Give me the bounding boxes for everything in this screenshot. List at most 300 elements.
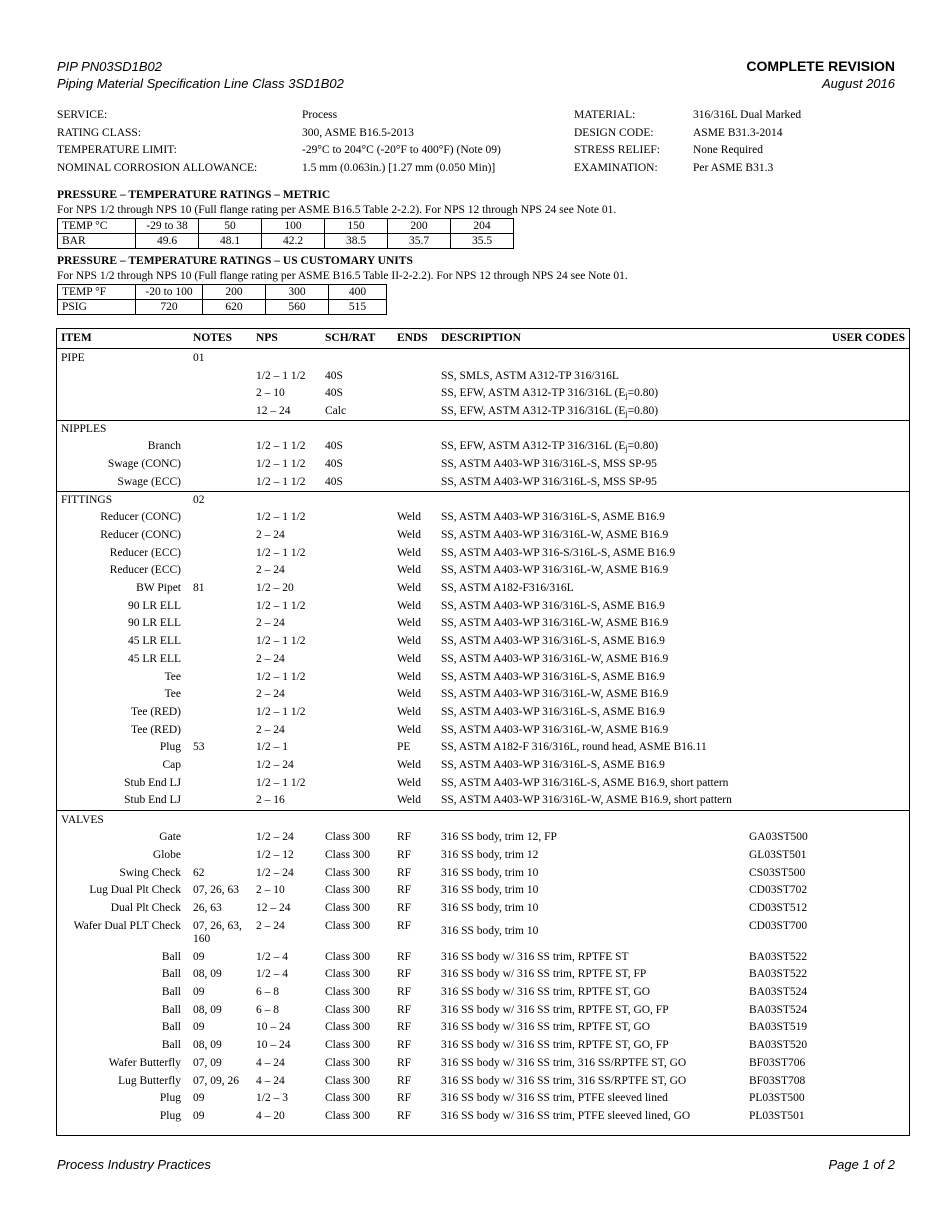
table-row — [57, 474, 909, 492]
item-notes — [193, 741, 205, 754]
us-ratings-table — [57, 284, 387, 315]
description-text: SS, ASTM A403-WP 316/316L-S, ASME B16.9 — [441, 635, 665, 648]
item-name: 45 LR ELL — [127, 635, 181, 648]
group-label: VALVES — [61, 813, 104, 826]
item-ends: RF — [397, 1109, 412, 1122]
metric-pressure-cell: 48.1 — [199, 234, 262, 249]
item-user-code: BA03ST520 — [749, 1039, 808, 1052]
design-code-label: DESIGN CODE: — [574, 126, 654, 139]
item-nps: 2 – 10 — [256, 884, 285, 897]
fittings-group — [57, 492, 909, 811]
item-ends: RF — [397, 831, 412, 844]
description-text: 316 SS body w/ 316 SS trim, RPTFE ST — [441, 950, 629, 963]
description-text: 316 SS body w/ 316 SS trim, RPTFE ST, GO, FP — [441, 1003, 669, 1016]
item-ends: Weld — [397, 564, 421, 577]
description-text: SS, ASTM A403-WP 316/316L-S, ASME B16.9 — [441, 599, 665, 612]
item-description — [441, 949, 629, 967]
item-sch-rat: Class 300 — [325, 950, 371, 963]
item-nps: 10 – 24 — [256, 1039, 291, 1052]
item-nps: 2 – 24 — [256, 617, 285, 630]
item-name: Gate — [159, 831, 181, 844]
item-nps: 1/2 – 4 — [256, 950, 288, 963]
item-user-code: CD03ST512 — [749, 902, 808, 914]
description-text: SS, ASTM A403-WP 316/316L-W, ASME B16.9, short pattern — [441, 794, 732, 807]
table-row — [57, 438, 909, 456]
us-temp-cell: 300 — [266, 285, 329, 300]
item-description — [441, 598, 665, 616]
item-user-code: BA03ST519 — [749, 1021, 808, 1034]
item-ends: RF — [397, 1092, 412, 1105]
item-notes — [193, 1021, 205, 1034]
item-nps: 4 – 24 — [256, 1074, 285, 1087]
description-text: SS, ASTM A403-WP 316/316L-S, MSS SP-95 — [441, 475, 657, 488]
item-sch-rat: Class 300 — [325, 902, 371, 914]
item-name: 90 LR ELL — [127, 617, 181, 630]
description-text: 316 SS body, trim 12 — [441, 848, 539, 861]
item-name: Reducer (CONC) — [100, 528, 181, 541]
item-sch-rat: 40S — [325, 369, 343, 382]
description-text: SS, ASTM A403-WP 316/316L-S, MSS SP-95 — [441, 457, 657, 470]
item-notes — [193, 968, 222, 981]
item-name: BW Pipet — [136, 582, 181, 594]
item-nps: 1/2 – 20 — [256, 582, 294, 594]
item-user-code: PL03ST501 — [749, 1109, 805, 1122]
metric-pressure-cell: 49.6 — [136, 234, 199, 249]
item-ends: Weld — [397, 635, 421, 648]
item-name: 90 LR ELL — [127, 599, 181, 612]
group-header-row — [57, 492, 909, 510]
metric-temp-cell: 204 — [451, 219, 514, 234]
item-ends: RF — [397, 866, 412, 879]
item-description — [441, 1037, 669, 1055]
table-row — [57, 704, 909, 722]
item-user-code: CD03ST700 — [749, 919, 808, 932]
item-sch-rat: Class 300 — [325, 1039, 371, 1052]
item-name: Wafer Butterfly — [108, 1056, 181, 1069]
item-description — [441, 580, 574, 598]
item-ends: RF — [397, 986, 412, 999]
description-text: SS, ASTM A403-WP 316/316L-S, ASME B16.9 — [441, 759, 665, 771]
item-description — [441, 1108, 690, 1126]
item-ends: PE — [397, 741, 411, 754]
item-description — [441, 527, 668, 545]
rating-label: RATING CLASS: — [57, 126, 142, 139]
description-text: 316 SS body, trim 10 — [441, 866, 539, 879]
table-row — [57, 651, 909, 669]
table-row — [57, 385, 909, 403]
table-row — [57, 456, 909, 474]
item-description — [441, 456, 657, 474]
item-notes — [193, 986, 205, 999]
header-ends: ENDS — [397, 332, 428, 344]
description-text: 316 SS body, trim 12, FP — [441, 831, 557, 844]
item-name: Stub End LJ — [124, 794, 181, 807]
table-row — [57, 865, 909, 883]
item-nps: 1/2 – 1 1/2 — [256, 599, 306, 612]
notes-line: 07, 26, 63 — [193, 884, 239, 897]
item-nps: 2 – 24 — [256, 652, 285, 665]
us-pressure-label: PSIG — [58, 300, 136, 315]
item-ends: Weld — [397, 599, 421, 612]
metric-ratings-table — [57, 218, 514, 249]
item-sch-rat: 40S — [325, 387, 343, 400]
item-description — [441, 757, 665, 775]
notes-line: 08, 09 — [193, 1039, 222, 1052]
info-row — [57, 125, 909, 143]
header-sch-rat: SCH/RAT — [325, 332, 376, 344]
item-notes — [193, 1057, 222, 1070]
item-nps: 1/2 – 1 1/2 — [256, 457, 306, 470]
us-pressure-cell: 620 — [203, 300, 266, 315]
item-nps: 2 – 24 — [256, 564, 285, 577]
document-header-left — [57, 58, 344, 92]
description-text: 316 SS body w/ 316 SS trim, 316 SS/RPTFE ST, GO — [441, 1074, 687, 1087]
item-nps: 10 – 24 — [256, 1021, 291, 1034]
item-ends: Weld — [397, 511, 421, 524]
item-description — [441, 984, 650, 1002]
metric-temp-cell: 50 — [199, 219, 262, 234]
item-ends: Weld — [397, 582, 421, 594]
description-text: SS, ASTM A182-F 316/316L, round head, ASME B16.11 — [441, 741, 707, 754]
table-row — [57, 775, 909, 793]
group-label: PIPE — [61, 352, 85, 364]
item-sch-rat: Class 300 — [325, 1021, 371, 1034]
item-name: Tee (RED) — [131, 723, 181, 736]
notes-line: 09 — [193, 950, 205, 963]
table-row — [57, 509, 909, 527]
metric-pressure-cell: 38.5 — [325, 234, 388, 249]
item-notes — [193, 1092, 205, 1105]
item-notes — [193, 920, 242, 946]
info-row — [57, 160, 909, 178]
table-row — [57, 739, 909, 757]
item-user-code: GA03ST500 — [749, 831, 808, 844]
item-ends: Weld — [397, 546, 421, 559]
table-row — [57, 686, 909, 704]
description-text: SS, ASTM A403-WP 316/316L-W, ASME B16.9 — [441, 652, 669, 665]
description-text: SS, SMLS, ASTM A312-TP 316/316L — [441, 369, 619, 382]
group-header-row — [57, 812, 909, 830]
table-row — [57, 1002, 909, 1020]
item-description — [441, 1090, 668, 1108]
doc-title: Piping Material Specification Line Class 3SD1B02 — [57, 76, 344, 91]
item-nps: 12 – 24 — [256, 405, 291, 418]
pipe-group — [57, 350, 909, 421]
us-temp-label: TEMP °F — [58, 285, 136, 300]
item-notes — [193, 951, 205, 964]
description-text: 316 SS body w/ 316 SS trim, RPTFE ST, FP — [441, 968, 647, 981]
item-name: Ball — [161, 1039, 181, 1052]
item-nps: 1/2 – 1 1/2 — [256, 635, 306, 648]
item-ends: RF — [397, 1056, 412, 1069]
item-description — [441, 669, 665, 687]
item-name: Cap — [162, 759, 181, 771]
material-label: MATERIAL: — [574, 109, 636, 121]
notes-line: 09 — [193, 1109, 205, 1122]
description-text: SS, ASTM A403-WP 316/316L-W, ASME B16.9 — [441, 528, 669, 541]
material-spec-table — [56, 328, 910, 1136]
table-row — [57, 792, 909, 810]
header-user-codes: USER CODES — [831, 332, 905, 344]
metric-pressure-cell: 42.2 — [262, 234, 325, 249]
item-description — [441, 509, 665, 527]
us-pressure-cell: 560 — [266, 300, 329, 315]
item-user-code: BA03ST524 — [749, 986, 808, 999]
notes-line: 53 — [193, 741, 205, 754]
table-row — [57, 368, 909, 386]
stress-relief-value: None Required — [693, 144, 763, 156]
item-name: Lug Butterfly — [118, 1074, 181, 1087]
stress-relief-label: STRESS RELIEF: — [574, 144, 660, 156]
examination-value: Per ASME B31.3 — [693, 161, 774, 174]
description-text: 316 SS body w/ 316 SS trim, PTFE sleeved lined, GO — [441, 1109, 691, 1122]
item-nps: 1/2 – 1 1/2 — [256, 369, 306, 382]
item-ends: RF — [397, 1039, 412, 1052]
item-description — [441, 686, 668, 704]
item-description — [441, 882, 538, 900]
item-nps: 1/2 – 1 1/2 — [256, 475, 306, 488]
description-text: 316 SS body w/ 316 SS trim, RPTFE ST, GO — [441, 986, 651, 999]
item-sch-rat: Class 300 — [325, 1092, 371, 1105]
corrosion-value: 1.5 mm (0.063in.) [1.27 mm (0.050 Min)] — [302, 161, 496, 174]
us-ratings-note: For NPS 1/2 through NPS 10 (Full flange rating per ASME B16.5 Table II-2-2.2). For NPS 12 through NPS 24 see Note 01. — [57, 270, 628, 282]
table-row — [57, 1108, 909, 1126]
us-pressure-cell: 720 — [136, 300, 203, 315]
group-header-row — [57, 350, 909, 368]
item-description — [441, 775, 728, 793]
table-row — [57, 1037, 909, 1055]
item-nps: 1/2 – 3 — [256, 1092, 288, 1105]
table-row — [57, 918, 909, 949]
item-notes — [193, 1075, 239, 1088]
metric-ratings-title: PRESSURE – TEMPERATURE RATINGS – METRIC — [57, 189, 331, 201]
description-text-suffix: =0.80) — [627, 387, 659, 400]
us-ratings-title: PRESSURE – TEMPERATURE RATINGS – US CUSTOMARY UNITS — [57, 255, 413, 267]
item-name: Lug Dual Plt Check — [89, 884, 181, 897]
item-name: Swage (ECC) — [117, 475, 181, 488]
item-name: Wafer Dual PLT Check — [73, 919, 181, 932]
group-note: 01 — [193, 352, 205, 364]
item-description — [441, 865, 538, 883]
metric-temp-label: TEMP °C — [58, 219, 136, 234]
table-row — [57, 966, 909, 984]
item-nps: 1/2 – 1 1/2 — [256, 440, 306, 453]
notes-line: 09 — [193, 1021, 205, 1034]
item-description — [441, 1019, 650, 1037]
item-sch-rat: Class 300 — [325, 884, 371, 897]
group-label: NIPPLES — [61, 422, 107, 435]
item-ends: RF — [397, 919, 412, 932]
item-notes — [193, 582, 205, 595]
notes-line: 160 — [193, 932, 211, 945]
valves-group — [57, 812, 909, 1127]
item-name: Reducer (CONC) — [100, 511, 181, 524]
subscript-j: j — [625, 409, 628, 419]
item-sch-rat: Class 300 — [325, 968, 371, 981]
notes-line: 07, 09, 26 — [193, 1074, 239, 1087]
item-ends: Weld — [397, 794, 421, 807]
item-user-code: BF03ST706 — [749, 1056, 806, 1069]
item-description — [441, 615, 668, 633]
item-name: Ball — [161, 968, 181, 981]
item-nps: 6 – 8 — [256, 1003, 279, 1016]
metric-temp-cell: 150 — [325, 219, 388, 234]
service-label: SERVICE: — [57, 109, 108, 121]
description-text: SS, ASTM A403-WP 316/316L-W, ASME B16.9 — [441, 723, 669, 736]
material-value: 316/316L Dual Marked — [693, 109, 802, 121]
item-nps: 1/2 – 1 1/2 — [256, 705, 306, 718]
description-text: 316 SS body, trim 10 — [441, 884, 539, 897]
item-sch-rat: Class 300 — [325, 866, 371, 879]
item-notes — [193, 1110, 205, 1123]
item-name: Globe — [152, 848, 181, 861]
item-nps: 2 – 24 — [256, 919, 285, 932]
header-description: DESCRIPTION — [441, 332, 521, 344]
item-sch-rat: Class 300 — [325, 1109, 371, 1122]
item-ends: RF — [397, 950, 412, 963]
header-item: ITEM — [61, 332, 92, 344]
item-description — [441, 1002, 669, 1020]
item-nps: 1/2 – 12 — [256, 848, 294, 861]
item-notes — [193, 884, 239, 897]
item-name: Tee (RED) — [131, 705, 181, 718]
item-description — [441, 651, 668, 669]
item-nps: 2 – 24 — [256, 723, 285, 736]
table-row — [57, 847, 909, 865]
revision-label: COMPLETE REVISION — [746, 58, 895, 74]
item-name: Plug — [159, 741, 181, 754]
notes-line: 62 — [193, 866, 205, 879]
item-name: Ball — [161, 1021, 181, 1034]
metric-ratings-note: For NPS 1/2 through NPS 10 (Full flange rating per ASME B16.5 Table 2-2.2). For NPS 12 through NPS 24 see Note 01. — [57, 204, 617, 216]
table-header-row — [57, 329, 909, 349]
item-ends: RF — [397, 902, 412, 914]
item-nps: 1/2 – 24 — [256, 866, 294, 879]
group-note: 02 — [193, 493, 205, 506]
item-ends: Weld — [397, 688, 421, 701]
header-nps: NPS — [256, 332, 278, 344]
item-description — [441, 847, 538, 865]
notes-line: 81 — [193, 582, 205, 594]
corrosion-label: NOMINAL CORROSION ALLOWANCE: — [57, 161, 258, 174]
item-name: Reducer (ECC) — [109, 546, 181, 559]
table-row — [57, 403, 909, 421]
description-text: SS, ASTM A403-WP 316/316L-S, ASME B16.9 — [441, 705, 665, 718]
item-user-code: GL03ST501 — [749, 848, 807, 861]
item-notes — [193, 1004, 222, 1017]
item-nps: 1/2 – 1 1/2 — [256, 511, 306, 524]
item-name: Ball — [161, 950, 181, 963]
item-ends: RF — [397, 1003, 412, 1016]
item-notes — [193, 902, 222, 915]
item-name: Stub End LJ — [124, 776, 181, 789]
table-row — [57, 949, 909, 967]
us-pressure-cell: 515 — [329, 300, 387, 315]
info-row — [57, 107, 909, 125]
item-nps: 1/2 – 24 — [256, 831, 294, 844]
item-ends: Weld — [397, 759, 421, 771]
table-row — [57, 598, 909, 616]
table-row — [57, 545, 909, 563]
item-sch-rat: Class 300 — [325, 1003, 371, 1016]
footer-organization: Process Industry Practices — [57, 1157, 211, 1172]
item-user-code: BA03ST522 — [749, 968, 808, 981]
item-name: Ball — [161, 1003, 181, 1016]
item-description — [441, 1055, 686, 1073]
metric-pressure-cell: 35.7 — [388, 234, 451, 249]
table-row — [57, 1019, 909, 1037]
item-user-code: CD03ST702 — [749, 884, 808, 897]
notes-line: 26, 63 — [193, 902, 222, 914]
item-nps: 2 – 24 — [256, 528, 285, 541]
item-name: Plug — [159, 1109, 181, 1122]
item-description — [441, 633, 665, 651]
item-ends: RF — [397, 1021, 412, 1034]
header-notes: NOTES — [193, 332, 232, 344]
table-row — [57, 900, 909, 918]
item-description — [441, 739, 707, 757]
description-text: 316 SS body w/ 316 SS trim, PTFE sleeved lined — [441, 1092, 668, 1105]
item-description — [441, 923, 538, 941]
item-nps: 1/2 – 1 — [256, 741, 288, 754]
item-description — [441, 474, 657, 492]
item-name: Swing Check — [119, 866, 181, 879]
item-ends: Weld — [397, 617, 421, 630]
description-text: SS, EFW, ASTM A312-TP 316/316L (E — [441, 405, 626, 418]
item-name: Plug — [159, 1092, 181, 1105]
description-text: SS, EFW, ASTM A312-TP 316/316L (E — [441, 387, 626, 400]
doc-id: PIP PN03SD1B02 — [57, 59, 163, 74]
table-row — [57, 757, 909, 775]
item-sch-rat: 40S — [325, 440, 343, 453]
item-nps: 1/2 – 1 1/2 — [256, 546, 306, 559]
item-user-code: PL03ST500 — [749, 1092, 805, 1105]
item-name: Ball — [161, 986, 181, 999]
table-row — [57, 562, 909, 580]
description-text: 316 SS body w/ 316 SS trim, 316 SS/RPTFE ST, GO — [441, 1056, 687, 1069]
group-header-row — [57, 421, 909, 439]
item-description — [441, 704, 665, 722]
item-description — [441, 562, 668, 580]
metric-temp-cell: -29 to 38 — [136, 219, 199, 234]
item-sch-rat: Class 300 — [325, 1074, 371, 1087]
description-text: SS, ASTM A182-F316/316L — [441, 582, 574, 594]
item-description — [441, 368, 619, 386]
metric-temp-cell: 100 — [262, 219, 325, 234]
item-sch-rat: 40S — [325, 457, 343, 470]
notes-line: 07, 09 — [193, 1056, 222, 1069]
description-text-suffix: =0.80) — [627, 405, 659, 418]
description-text: SS, ASTM A403-WP 316/316L-W, ASME B16.9 — [441, 617, 669, 630]
item-ends: Weld — [397, 652, 421, 665]
item-sch-rat: Class 300 — [325, 919, 371, 932]
item-nps: 12 – 24 — [256, 902, 291, 914]
item-nps: 1/2 – 4 — [256, 968, 288, 981]
rating-value: 300, ASME B16.5-2013 — [302, 126, 414, 139]
item-notes — [193, 1039, 222, 1052]
examination-label: EXAMINATION: — [574, 161, 658, 174]
table-row — [57, 1090, 909, 1108]
table-row — [57, 615, 909, 633]
item-sch-rat: Class 300 — [325, 831, 371, 844]
notes-line: 09 — [193, 986, 205, 999]
design-code-value: ASME B31.3-2014 — [693, 126, 783, 139]
subscript-j: j — [625, 391, 628, 401]
metric-temp-cell: 200 — [388, 219, 451, 234]
item-notes — [193, 867, 205, 880]
item-user-code: BA03ST522 — [749, 950, 808, 963]
info-row — [57, 142, 909, 160]
